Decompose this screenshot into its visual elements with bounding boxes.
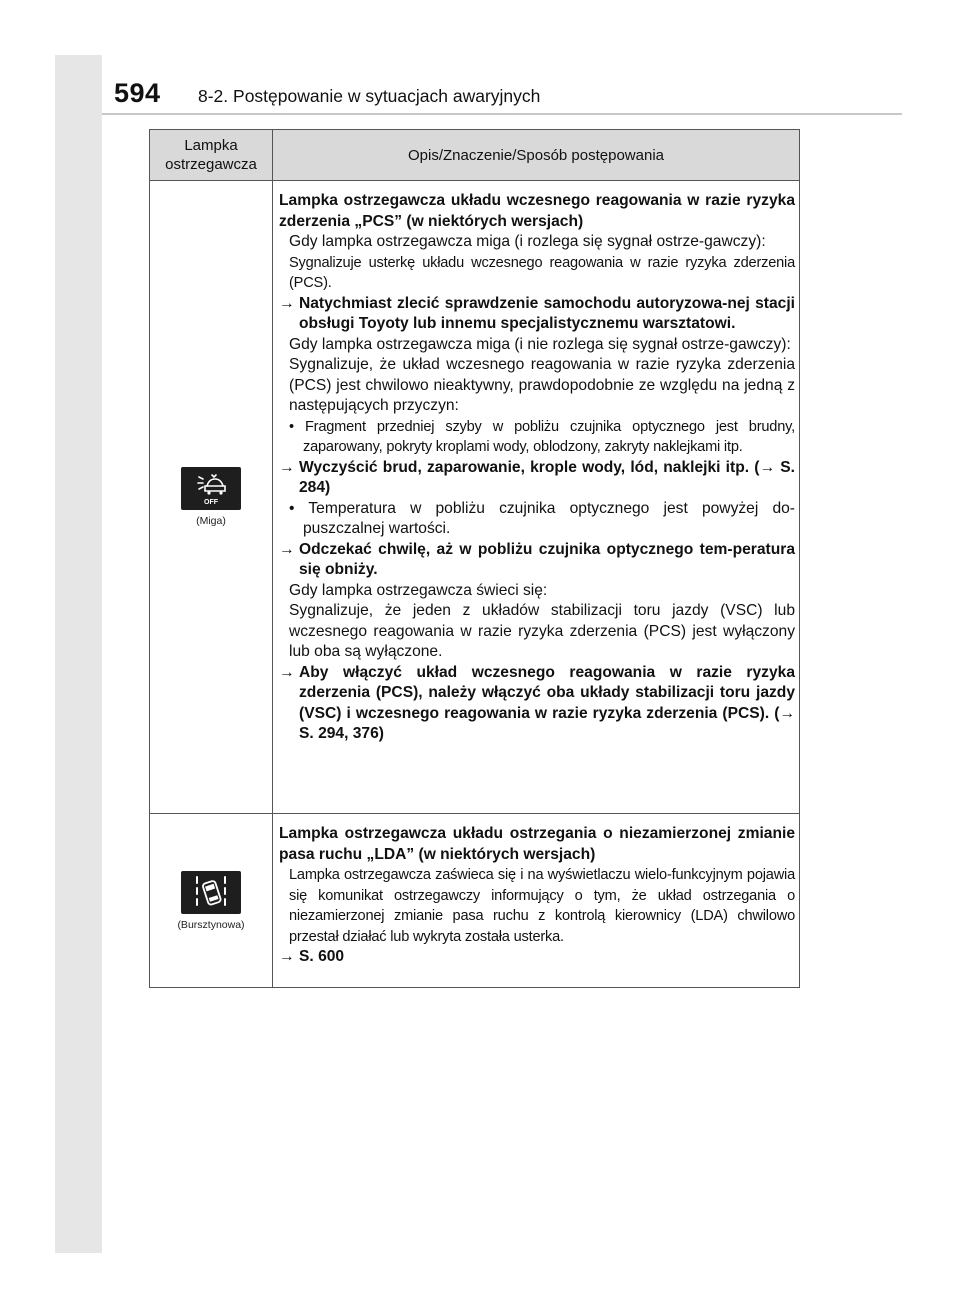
meaning-text: Sygnalizuje usterkę układu wczesnego reagowania w razie ryzyka zderzenia (PCS). xyxy=(289,254,795,291)
lda-warning-icon xyxy=(181,871,241,914)
meaning-text: Lampka ostrzegawcza zaświeca się i na wyświetlaczu wielo-funkcyjnym pojawia się komunikat ostrzegawczy informujący o tym, że układ ostrzegania o niezamierzonej zmianie pasa ruchu z kontrolą kierownicy (LDA) chwilowo przestał działać lub wykryta została usterka. xyxy=(289,867,795,945)
page-reference: S. 294, 376) xyxy=(299,725,384,742)
arrow-right-icon: → xyxy=(279,948,295,965)
cause-item: • Fragment przedniej szyby w pobliżu czujnika optycznego jest brudny, zaparowany, pokryty kroplami wody, oblodzony, zakryty naklejkami itp. xyxy=(289,418,795,455)
page-number: 594 xyxy=(114,78,161,108)
page-reference: S. 600 xyxy=(299,948,345,965)
lamp-title: Lampka ostrzegawcza układu wczesnego reagowania w razie ryzyka zderzenia „PCS” (w niektórych wersjach) xyxy=(279,192,795,230)
lamp-cell xyxy=(150,181,273,813)
lamp-caption: (Bursztynowa) xyxy=(177,918,245,931)
arrow-right-icon: → xyxy=(279,540,295,558)
action-text: → Wyczyścić brud, zaparowanie, krople wody, lód, naklejki itp. (→ S. 284) xyxy=(279,458,795,496)
action-text xyxy=(279,947,795,968)
arrow-right-icon: → xyxy=(759,458,781,476)
lamp-cell xyxy=(150,814,273,987)
column-header-description: Opis/Znaczenie/Sposób postępowania xyxy=(408,146,664,164)
pcs-off-warning-icon xyxy=(181,467,241,510)
arrow-right-icon: → xyxy=(279,458,295,476)
meaning-text: Sygnalizuje, że jeden z układów stabilizacji toru jazdy (VSC) lub wczesnego reagowania w razie ryzyka zderzenia (PCS) jest wyłączony lub oba są wyłączone. xyxy=(289,602,795,660)
table-row xyxy=(150,813,799,987)
arrow-right-icon: → xyxy=(779,704,795,722)
action-text: → Odczekać chwilę, aż w pobliżu czujnika optycznego tem-peratura się obniży. xyxy=(279,540,795,578)
column-header-lamp: Lampka ostrzegawcza xyxy=(150,130,273,180)
chapter-title: 8-2. Postępowanie w sytuacjach awaryjnych xyxy=(198,86,541,106)
condition-text: Gdy lampka ostrzegawcza miga (i rozlega się sygnał ostrze-gawczy): xyxy=(289,233,766,250)
svg-text:OFF: OFF xyxy=(204,498,218,506)
condition-text: Gdy lampka ostrzegawcza świeci się: xyxy=(289,581,548,599)
side-strip xyxy=(55,55,102,1253)
warning-lights-table xyxy=(149,129,800,988)
condition-text: Gdy lampka ostrzegawcza miga (i nie rozlega się sygnał ostrze-gawczy): xyxy=(289,335,791,353)
lamp-title: Lampka ostrzegawcza układu ostrzegania o niezamierzonej zmianie pasa ruchu „LDA” (w niektórych wersjach) xyxy=(279,825,795,863)
description-cell xyxy=(273,181,799,813)
table-header xyxy=(150,130,799,181)
page-header xyxy=(102,72,902,112)
description-cell xyxy=(273,814,799,987)
action-text: → Natychmiast zlecić sprawdzenie samochodu autoryzowa-nej stacji obsługi Toyoty lub innemu specjalistycznemu warsztatowi. xyxy=(279,294,795,332)
arrow-right-icon: → xyxy=(279,294,295,312)
cause-item: • Temperatura w pobliżu czujnika optycznego jest powyżej do-puszczalnej wartości. xyxy=(289,499,796,537)
table-row xyxy=(150,181,799,813)
lamp-caption: (Miga) xyxy=(196,515,226,527)
action-text: → Aby włączyć układ wczesnego reagowania w razie ryzyka zderzenia (PCS), należy włączyć oba układy stabilizacji toru jazdy (VSC) i wczesnego reagowania w razie ryzyka zderzenia (PCS). (→ S. 294, 376) xyxy=(279,663,795,742)
page-reference: S. 284) xyxy=(299,458,795,496)
meaning-text: Sygnalizuje, że układ wczesnego reagowania w razie ryzyka zderzenia (PCS) jest chwilowo nieaktywny, prawdopodobnie ze względu na jedną z następujących przyczyn: xyxy=(289,356,795,414)
arrow-right-icon: → xyxy=(279,663,295,681)
header-divider xyxy=(102,113,902,115)
